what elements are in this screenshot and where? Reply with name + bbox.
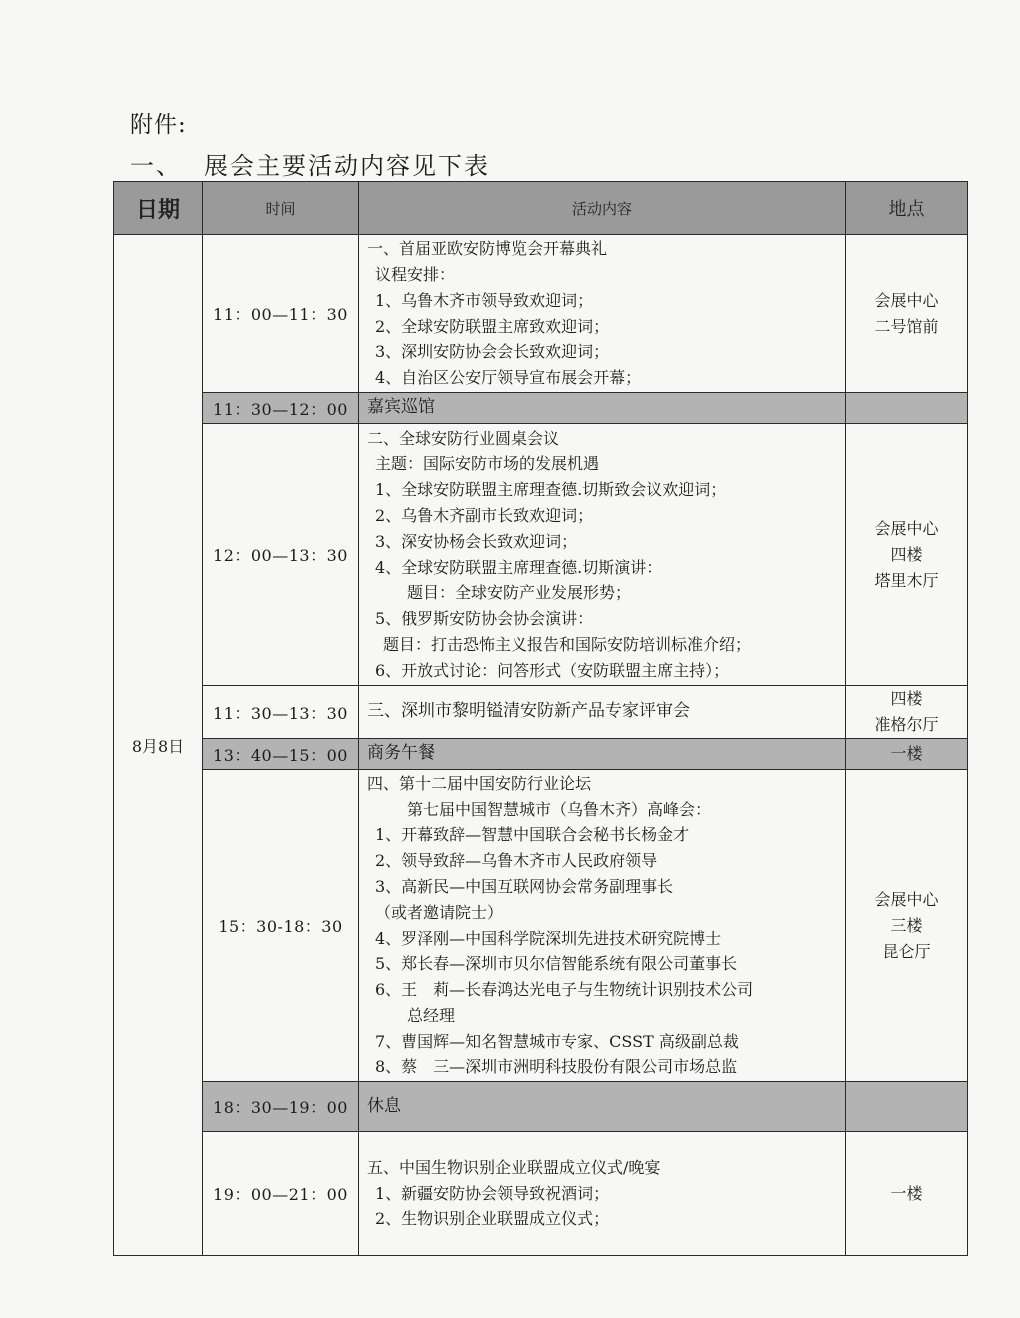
table-row <box>114 1132 968 1256</box>
place-cell <box>846 686 968 739</box>
time-cell: 19：00—21：00 <box>203 1132 359 1256</box>
place-line: 一楼 <box>890 744 923 763</box>
table-header-row <box>114 182 968 235</box>
content-line: 第七届中国智慧城市（乌鲁木齐）高峰会： <box>407 799 712 819</box>
content-line: 8、蔡 三—深圳市洲明科技股份有限公司市场总监 <box>375 1057 738 1077</box>
header-time: 时间 <box>203 182 359 235</box>
content-line: 四、第十二届中国安防行业论坛 <box>367 773 592 793</box>
content-line: （或者邀请院士） <box>375 902 504 922</box>
content-line: 二、全球安防行业圆桌会议 <box>367 428 560 448</box>
content-line: 议程安排： <box>375 264 456 284</box>
place-cell <box>846 1082 968 1132</box>
header-date: 日期 <box>114 182 203 235</box>
content-line: 2、乌鲁木齐副市长致欢迎词； <box>375 505 594 525</box>
time-cell: 13：40—15：00 <box>203 739 359 770</box>
section-title: 展会主要活动内容见下表 <box>204 152 490 180</box>
content-line: 主题：国际安防市场的发展机遇 <box>375 454 600 474</box>
content-line: 2、全球安防联盟主席致欢迎词； <box>375 316 610 336</box>
content-cell <box>359 686 846 739</box>
time-cell: 11：00—11：30 <box>203 235 359 393</box>
place-line: 准格尔厅 <box>874 715 939 734</box>
content-cell <box>359 770 846 1082</box>
content-line: 总经理 <box>407 1005 456 1025</box>
content-line: 4、全球安防联盟主席理查德.切斯演讲： <box>375 557 663 577</box>
place-line: 三楼 <box>890 915 923 935</box>
place-line: 昆仑厅 <box>882 941 931 961</box>
place-cell <box>846 393 968 424</box>
content-line: 三、深圳市黎明镒清安防新产品专家评审会 <box>367 701 690 722</box>
content-line: 3、深安协杨会长致欢迎词； <box>375 531 578 551</box>
place-line: 四楼 <box>890 689 923 708</box>
table-row <box>114 424 968 686</box>
date-cell: 8月8日 <box>114 235 203 1256</box>
content-cell <box>359 1082 846 1132</box>
place-line: 二号馆前 <box>874 316 939 336</box>
content-line: 商务午餐 <box>367 743 435 764</box>
content-line: 6、王 莉—长春鸿达光电子与生物统计识别技术公司 <box>375 980 754 1000</box>
table-row <box>114 1082 968 1132</box>
content-cell <box>359 1132 846 1256</box>
place-line: 会展中心 <box>874 889 939 909</box>
content-line: 6、开放式讨论：问答形式（安防联盟主席主持）； <box>375 660 730 680</box>
place-cell <box>846 1132 968 1256</box>
place-line: 会展中心 <box>874 290 939 310</box>
content-line: 5、郑长春—深圳市贝尔信智能系统有限公司董事长 <box>375 954 738 974</box>
content-line: 4、自治区公安厅领导宣布展会开幕； <box>375 368 642 388</box>
time-cell: 12：00—13：30 <box>203 424 359 686</box>
content-line: 1、开幕致辞—智慧中国联合会秘书长杨金才 <box>375 825 690 845</box>
content-cell <box>359 235 846 393</box>
place-cell <box>846 739 968 770</box>
table-row <box>114 686 968 739</box>
place-cell <box>846 770 968 1082</box>
place-line: 四楼 <box>890 544 923 564</box>
time-cell: 15：30-18：30 <box>203 770 359 1082</box>
place-line: 会展中心 <box>874 518 939 538</box>
schedule-table <box>113 181 968 1256</box>
content-line: 1、乌鲁木齐市领导致欢迎词； <box>375 290 594 310</box>
content-line: 五、中国生物识别企业联盟成立仪式/晚宴 <box>367 1157 661 1177</box>
content-line: 题目：打击恐怖主义报告和国际安防培训标准介绍； <box>383 634 752 654</box>
time-cell: 18：30—19：00 <box>203 1082 359 1132</box>
time-cell: 11：30—13：30 <box>203 686 359 739</box>
content-line: 3、高新民—中国互联网协会常务副理事长 <box>375 876 674 896</box>
section-number: 一、 <box>130 152 182 180</box>
content-line: 题目：全球安防产业发展形势； <box>407 583 632 603</box>
content-line: 休息 <box>367 1095 401 1116</box>
content-cell <box>359 424 846 686</box>
content-line: 3、深圳安防协会会长致欢迎词； <box>375 342 610 362</box>
content-cell <box>359 739 846 770</box>
table-row <box>114 770 968 1082</box>
content-line: 5、俄罗斯安防协会协会演讲： <box>375 609 594 629</box>
content-line: 嘉宾巡馆 <box>367 397 435 418</box>
place-line: 一楼 <box>890 1183 923 1203</box>
attachment-label: 附件: <box>130 112 187 138</box>
table-row <box>114 393 968 424</box>
place-cell <box>846 235 968 393</box>
place-line: 塔里木厅 <box>874 570 939 590</box>
section-heading <box>130 146 490 181</box>
content-line: 一、首届亚欧安防博览会开幕典礼 <box>367 239 608 259</box>
header-place: 地点 <box>846 182 968 235</box>
content-line: 4、罗泽刚—中国科学院深圳先进技术研究院博士 <box>375 928 722 948</box>
content-line: 1、新疆安防协会领导致祝酒词； <box>375 1183 610 1203</box>
table-row <box>114 739 968 770</box>
content-line: 1、全球安防联盟主席理查德.切斯致会议欢迎词； <box>375 480 727 500</box>
table-row <box>114 235 968 393</box>
content-line: 7、曹国辉—知名智慧城市专家、CSST 高级副总裁 <box>375 1031 739 1051</box>
content-line: 2、生物识别企业联盟成立仪式； <box>375 1209 610 1229</box>
content-cell <box>359 393 846 424</box>
header-content: 活动内容 <box>359 182 846 235</box>
place-cell <box>846 424 968 686</box>
content-line: 2、领导致辞—乌鲁木齐市人民政府领导 <box>375 851 658 871</box>
time-cell: 11：30—12：00 <box>203 393 359 424</box>
